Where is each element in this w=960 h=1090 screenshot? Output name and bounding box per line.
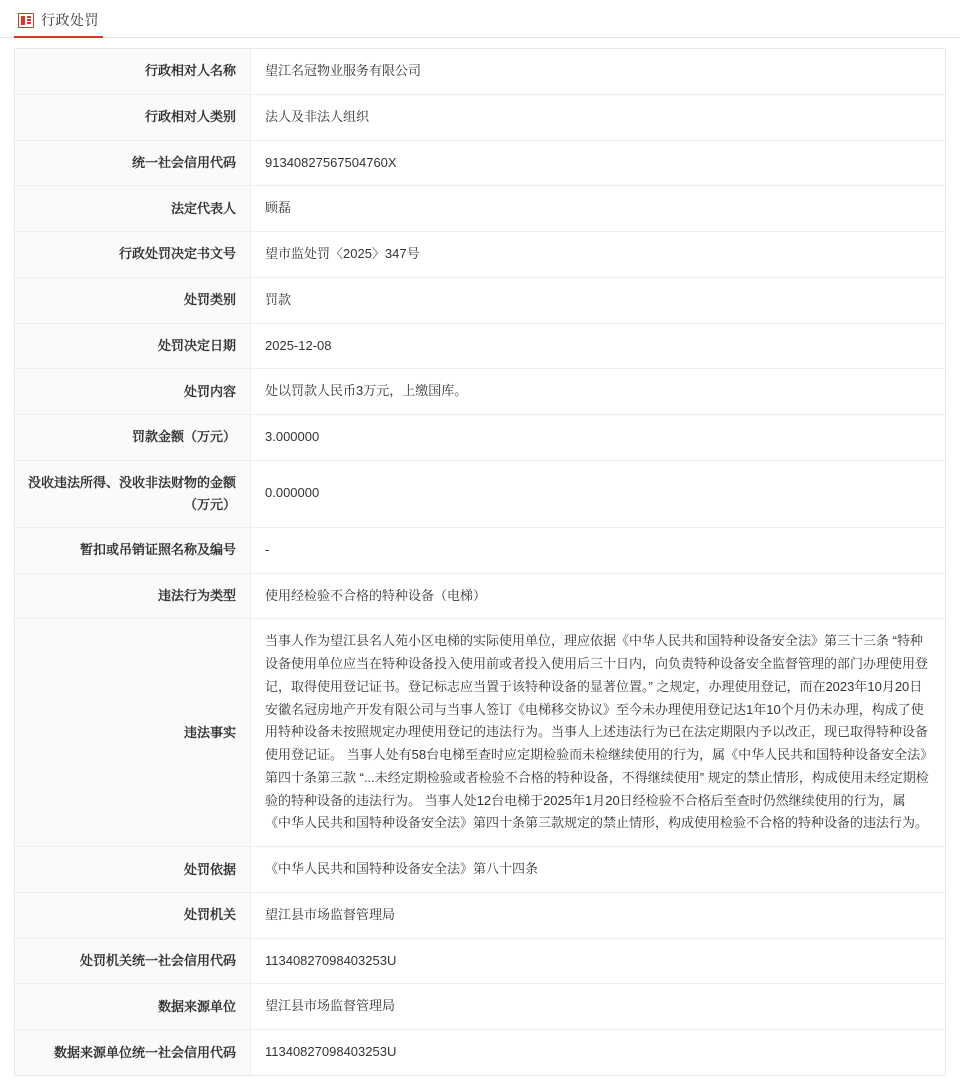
row-label: 处罚内容 bbox=[15, 369, 251, 415]
row-label: 行政处罚决定书文号 bbox=[15, 232, 251, 278]
row-value: 望江县市场监督管理局 bbox=[251, 984, 946, 1030]
row-value: 2025-12-08 bbox=[251, 323, 946, 369]
penalty-detail-table bbox=[14, 48, 946, 1076]
table-row bbox=[15, 938, 946, 984]
row-label: 行政相对人名称 bbox=[15, 49, 251, 95]
row-value: 当事人作为望江县名人苑小区电梯的实际使用单位，理应依据《中华人民共和国特种设备安全法》第三十三条 “特种设备使用单位应当在特种设备投入使用前或者投入使用后三十日内，向负责特种设备安全监督管理的部门办理使用登记，取得使用登记证书。登记标志应当置于该特种设备的显著位置。” 之规定，办理使用登记，而在2023年10月20日安徽名冠房地产开发有限公司与当事人签订《电梯移交协议》至今未办理使用登记达1年10个月仍未办理，构成了使用特种设备未按照规定办理使用登记的违法行为。当事人上述违法行为已在法定期限内予以改正，现已取得特种设备使用登记证。 当事人处有58台电梯至查时应定期检验而未检继续使用的行为，属《中华人民共和国特种设备安全法》第四十条第三款 “...未经定期检验或者检验不合格的特种设备，不得继续使用” 规定的禁止情形，构成使用未经定期检验的特种设备的违法行为。 当事人处12台电梯于2025年1月20日经检验不合格后至查时仍然继续使用的行为，属《中华人民共和国特种设备安全法》第四十条第三款规定的禁止情形，构成使用检验不合格的特种设备的违法行为。 bbox=[251, 619, 946, 847]
row-value: 望市监处罚〈2025〉347号 bbox=[251, 232, 946, 278]
row-label: 数据来源单位统一社会信用代码 bbox=[15, 1030, 251, 1076]
row-value: 0.000000 bbox=[251, 460, 946, 527]
table-row bbox=[15, 1030, 946, 1076]
table-row bbox=[15, 892, 946, 938]
row-value: - bbox=[251, 527, 946, 573]
row-value: 11340827098403253U bbox=[251, 938, 946, 984]
row-value: 91340827567504760X bbox=[251, 140, 946, 186]
row-label: 违法行为类型 bbox=[15, 573, 251, 619]
row-label: 数据来源单位 bbox=[15, 984, 251, 1030]
row-value: 11340827098403253U bbox=[251, 1030, 946, 1076]
table-row bbox=[15, 415, 946, 461]
table-row bbox=[15, 847, 946, 893]
detail-table-wrapper bbox=[0, 38, 960, 1090]
row-label: 行政相对人类别 bbox=[15, 94, 251, 140]
row-value: 望江名冠物业服务有限公司 bbox=[251, 49, 946, 95]
row-value: 罚款 bbox=[251, 277, 946, 323]
row-value: 《中华人民共和国特种设备安全法》第八十四条 bbox=[251, 847, 946, 893]
page-header bbox=[0, 0, 960, 38]
row-label: 处罚机关统一社会信用代码 bbox=[15, 938, 251, 984]
table-row bbox=[15, 49, 946, 95]
row-label: 违法事实 bbox=[15, 619, 251, 847]
row-value: 3.000000 bbox=[251, 415, 946, 461]
table-row bbox=[15, 369, 946, 415]
table-row bbox=[15, 984, 946, 1030]
row-value: 顾磊 bbox=[251, 186, 946, 232]
table-row bbox=[15, 619, 946, 847]
row-label: 处罚机关 bbox=[15, 892, 251, 938]
row-value: 使用经检验不合格的特种设备（电梯） bbox=[251, 573, 946, 619]
row-label: 处罚类别 bbox=[15, 277, 251, 323]
table-row bbox=[15, 232, 946, 278]
table-row bbox=[15, 527, 946, 573]
row-label: 处罚决定日期 bbox=[15, 323, 251, 369]
tab-administrative-penalty[interactable] bbox=[14, 10, 103, 37]
row-label: 暂扣或吊销证照名称及编号 bbox=[15, 527, 251, 573]
row-label: 处罚依据 bbox=[15, 847, 251, 893]
row-label: 罚款金额（万元） bbox=[15, 415, 251, 461]
row-value: 法人及非法人组织 bbox=[251, 94, 946, 140]
row-value: 处以罚款人民币3万元，上缴国库。 bbox=[251, 369, 946, 415]
row-label: 统一社会信用代码 bbox=[15, 140, 251, 186]
document-red-icon bbox=[18, 13, 34, 28]
table-row bbox=[15, 460, 946, 527]
row-label: 没收违法所得、没收非法财物的金额（万元） bbox=[15, 460, 251, 527]
row-value: 望江县市场监督管理局 bbox=[251, 892, 946, 938]
row-label: 法定代表人 bbox=[15, 186, 251, 232]
table-row bbox=[15, 277, 946, 323]
table-row bbox=[15, 140, 946, 186]
table-row bbox=[15, 573, 946, 619]
table-row bbox=[15, 323, 946, 369]
tab-label: 行政处罚 bbox=[41, 12, 99, 28]
detail-table-body bbox=[15, 49, 946, 1076]
table-row bbox=[15, 186, 946, 232]
table-row bbox=[15, 94, 946, 140]
